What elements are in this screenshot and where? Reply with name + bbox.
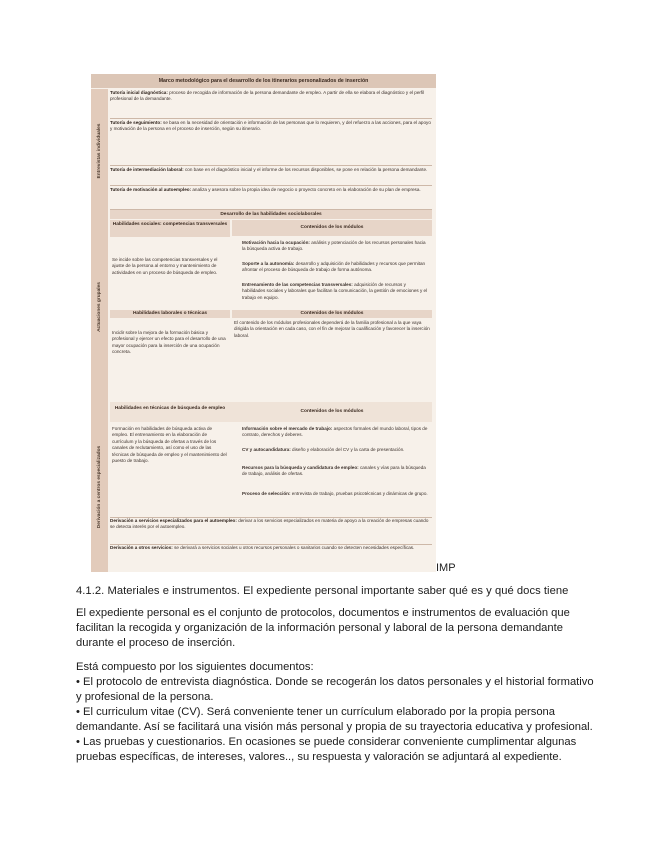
band-label: Derivación a centros especializados <box>96 445 102 529</box>
text-line: durante el proceso de inserción. <box>76 637 236 649</box>
text-line: demandante. Así se facilitará una visión más personal y propia de su trayectoria educativa y profesional. <box>76 721 593 733</box>
item-title: Motivación hacia la ocupación: <box>242 240 310 245</box>
table-row <box>110 187 432 210</box>
item-title: Recursos para la búsqueda y candidatura de empleo: <box>242 465 359 470</box>
row-title: Tutoría de motivación al autoempleo: <box>110 187 192 192</box>
table-row <box>110 120 432 166</box>
item-text: análisis y potenciación de los recursos personales hacia la búsqueda activa de trabajo. <box>242 240 426 252</box>
paragraph-documents <box>76 660 596 765</box>
item-text: adquisición de recursos y habilidades sociales y laborales que facilitan la comunicación, la gestión de emociones y el trabajo en equipo. <box>242 282 428 300</box>
text-line: • El curriculum vitae (CV). Será conveniente tener un currículum elaborado por la propia persona <box>76 706 556 718</box>
item-text: desarrollo y adquisición de habilidades y recursos que permitan afrontar el proceso de búsqueda de trabajo de forma autónoma. <box>242 261 426 273</box>
table-row <box>110 517 432 545</box>
column-header: Contenidos de los módulos <box>300 409 364 414</box>
section-heading: 4.1.2. Materiales e instrumentos. El expediente personal importante saber qué es y qué docs tiene <box>76 585 569 597</box>
row-text: se derivará a servicios sociales u otros recursos personales o sanitarios cuando se detecten necesidades específicas. <box>174 545 415 550</box>
band-group <box>91 212 108 402</box>
row-title: Tutoría inicial diagnóstica: <box>110 90 168 95</box>
text-line: facilitan la recogida y organización de la información personal y laboral de la persona demandante <box>76 622 563 634</box>
item-title: Soporte a la autonomía: <box>242 261 295 266</box>
item-title: Proceso de selección: <box>242 491 291 496</box>
row-title: Tutoría de seguimiento: <box>110 120 162 125</box>
band-derivation <box>91 402 108 572</box>
list-item <box>242 491 430 511</box>
list-item <box>242 261 430 280</box>
row-title: Derivación a otros servicios: <box>110 545 173 550</box>
row-title: Tutoría de intermediación laboral: <box>110 167 184 172</box>
text-line: pruebas específicas, de intereses, valores.., su respuesta y valoración se adjuntará al expediente. <box>76 751 562 763</box>
item-text: aspectos formales del mundo laboral, tipos de contrato, derechos y deberes. <box>242 426 428 438</box>
cell-text: Se incide sobre las competencias transversales y el ajuste de la persona al entorno y mantenimiento de actividades en un proceso de búsqueda de empleo. <box>112 257 218 275</box>
text-line: El expediente personal es el conjunto de protocolos, documentos e instrumentos de evaluación que <box>76 607 570 619</box>
list-item <box>242 465 430 485</box>
cell-text: Incidir sobre la mejora de la formación básica y profesional y ejercer un efecto para el desarrollo de una mayor ocupación para la inserción de una ocupación concreta. <box>112 330 226 355</box>
item-text: diseño y elaboración del CV y la carta de presentación. <box>292 447 405 452</box>
band-label: Entrevistas individuales <box>96 123 102 178</box>
list-item <box>242 240 430 259</box>
table-row <box>110 167 432 186</box>
column-header: Contenidos de los módulos <box>232 220 432 236</box>
item-title: Información sobre el mercado de trabajo: <box>242 426 333 431</box>
column-header: Habilidades laborales o técnicas <box>110 310 230 318</box>
text-line: Está compuesto por los siguientes documentos: <box>76 661 314 673</box>
band-label: Actuaciones grupales <box>96 282 102 332</box>
row-text: con base en el diagnóstico inicial y el informe de los recursos disponibles, se pone en relación la persona demandante. <box>184 167 428 172</box>
item-title: CV y autocandidatura: <box>242 447 291 452</box>
list-item <box>242 282 430 308</box>
row-text: se basa en la necesidad de orientación e información de las personas que lo requieren, y del refuerzo a las acciones, para el apoyo y motivación de la persona en el proceso de inserción, según su itinerario. <box>110 120 431 132</box>
column-header: Habilidades sociales: competencias transversales <box>110 220 230 237</box>
table-row <box>110 90 432 119</box>
row-text: proceso de recogida de información de la persona demandante de empleo. A partir de ella se elabora el diagnóstico y el perfil profesional de la demandante. <box>110 90 425 102</box>
row-text: derivar a los servicios especializados en materia de apoyo a la creación de empresas cuando se detecta interés por el autoempleo. <box>110 518 429 530</box>
text-line: • Las pruebas y cuestionarios. En ocasiones se puede considerar conveniente cumplimentar algunas <box>76 736 577 748</box>
row-text: analiza y asesora sobre la propia idea de negocio o proyecto concreto en la elaboración de su plan de empresa. <box>192 187 421 192</box>
cell-text: El contenido de los módulos profesionales dependerá de la familia profesional a la que vaya dirigida la orientación en cada caso, con el fin de mejorar la cualificación y favorecer la inserción laboral. <box>234 320 430 338</box>
paragraph-definition <box>76 606 596 651</box>
imp-label: IMP <box>436 562 456 574</box>
row-title: Derivación a servicios especializados para el autoempleo: <box>110 518 237 523</box>
column-header: Habilidades en técnicas de búsqueda de empleo <box>114 406 226 411</box>
item-title: Entrenamiento de las competencias transversales: <box>242 282 353 287</box>
list-item <box>242 426 430 445</box>
cell-text: Formación en habilidades de búsqueda activa de empleo. El entrenamiento en la elaboración de currículum y la búsqueda de ofertas a través de los canales de reclutamiento, así como el uso de las técnicas de búsqueda de empleo y el mantenimiento del puesto de trabajo. <box>112 426 227 464</box>
column-header: Contenidos de los módulos <box>232 310 432 318</box>
item-text: entrevista de trabajo, pruebas psicotécnicas y dinámicas de grupo. <box>291 491 428 496</box>
table-row <box>110 545 432 569</box>
text-line: y profesional de la persona. <box>76 691 214 703</box>
item-text: canales y vías para la búsqueda de trabajo, análisis de ofertas. <box>242 465 426 477</box>
band-individual <box>91 89 108 212</box>
section-heading: Desarrollo de las habilidades sociolaborales <box>110 210 432 219</box>
list-item <box>242 447 430 460</box>
table-caption: Marco metodológico para el desarrollo de los itinerarios personalizados de inserción <box>91 74 436 88</box>
scanned-table-image <box>91 74 436 572</box>
text-line: • El protocolo de entrevista diagnóstica. Donde se recogerán los datos personales y el historial formativo <box>76 676 594 688</box>
